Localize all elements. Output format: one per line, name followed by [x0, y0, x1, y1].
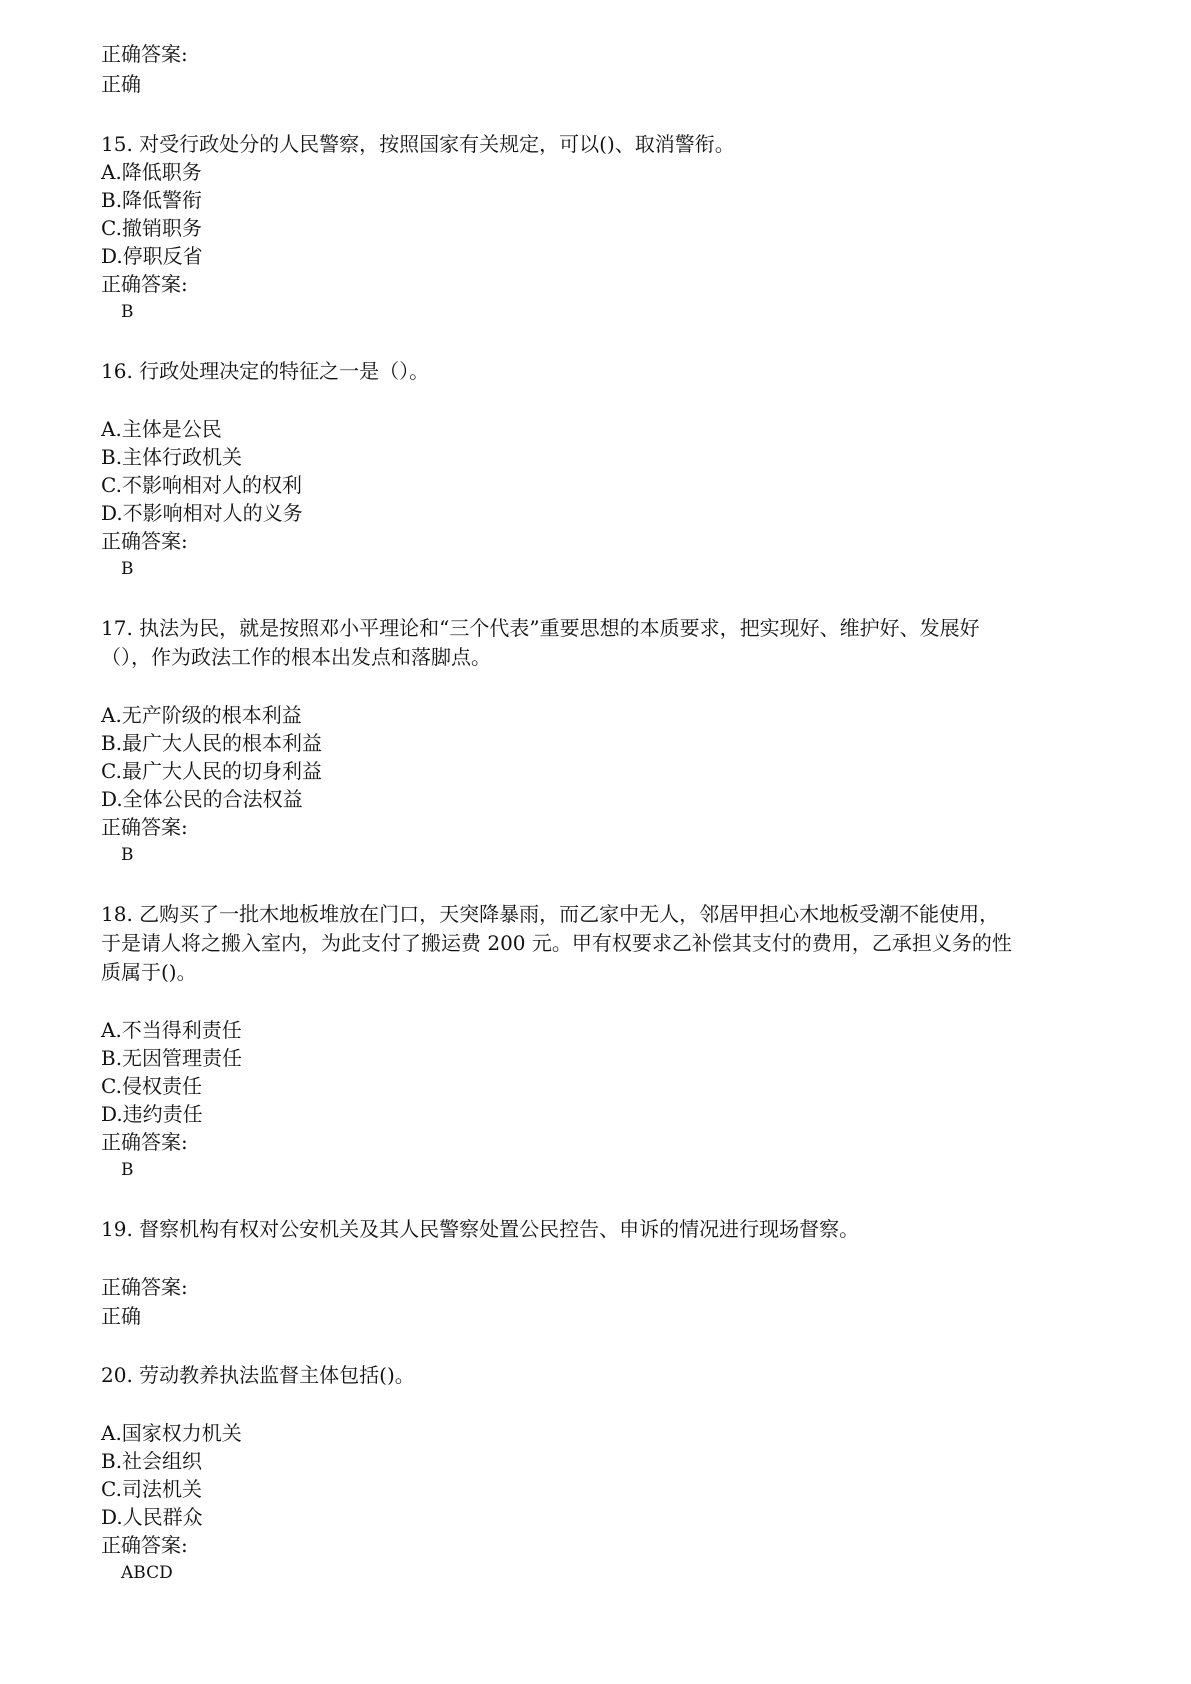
option: D.停职反省: [101, 244, 203, 268]
option: D.全体公民的合法权益: [101, 787, 303, 811]
option: A.不当得利责任: [101, 1018, 242, 1042]
option: B.无因管理责任: [101, 1046, 243, 1070]
answer-value: B: [121, 845, 134, 865]
answer-label: 正确答案:: [101, 815, 188, 839]
option: A.降低职务: [101, 160, 202, 184]
option: A.主体是公民: [101, 417, 222, 441]
answer-value: B: [121, 559, 134, 579]
answer-label: 正确答案:: [101, 1533, 188, 1557]
answer-value: ABCD: [121, 1563, 173, 1583]
answer-value: 正确: [101, 1304, 141, 1328]
option: A.国家权力机关: [101, 1421, 242, 1445]
option: B.主体行政机关: [101, 445, 243, 469]
answer-value: B: [121, 1160, 134, 1180]
option: C.最广大人民的切身利益: [101, 759, 322, 783]
answer-label: 正确答案:: [101, 1130, 188, 1154]
question-text: 于是请人将之搬入室内，为此支付了搬运费 200 元。甲有权要求乙补偿其支付的费用，乙承担义务的性: [101, 931, 1012, 955]
answer-label: 正确答案:: [101, 272, 188, 296]
option: D.不影响相对人的义务: [101, 501, 303, 525]
question-text: 质属于()。: [101, 960, 197, 984]
option: D.违约责任: [101, 1102, 203, 1126]
question-text: 19. 督察机构有权对公安机关及其人民警察处置公民控告、申诉的情况进行现场督察。: [101, 1217, 860, 1241]
question-text: 15. 对受行政处分的人民警察，按照国家有关规定，可以()、取消警衔。: [101, 132, 735, 156]
question-text: 17. 执法为民，就是按照邓小平理论和“三个代表”重要思想的本质要求，把实现好、维护好、发展好: [101, 616, 980, 640]
answer-label: 正确答案:: [101, 1275, 188, 1299]
question-text: （），作为政法工作的根本出发点和落脚点。: [101, 645, 491, 669]
answer-value: 正确: [101, 72, 141, 96]
option: B.最广大人民的根本利益: [101, 731, 323, 755]
question-text: 16. 行政处理决定的特征之一是（）。: [101, 359, 430, 383]
question-text: 20. 劳动教养执法监督主体包括()。: [101, 1363, 415, 1387]
option: C.撤销职务: [101, 216, 202, 240]
answer-label: 正确答案:: [101, 42, 188, 66]
question-text: 18. 乙购买了一批木地板堆放在门口，天突降暴雨，而乙家中无人，邻居甲担心木地板受潮不能使用，: [101, 902, 1000, 926]
answer-label: 正确答案:: [101, 529, 188, 553]
option: D.人民群众: [101, 1505, 203, 1529]
option: B.社会组织: [101, 1449, 203, 1473]
answer-value: B: [121, 302, 134, 322]
option: B.降低警衔: [101, 188, 203, 212]
option: C.司法机关: [101, 1477, 202, 1501]
option: C.不影响相对人的权利: [101, 473, 302, 497]
option: A.无产阶级的根本利益: [101, 703, 302, 727]
option: C.侵权责任: [101, 1074, 202, 1098]
